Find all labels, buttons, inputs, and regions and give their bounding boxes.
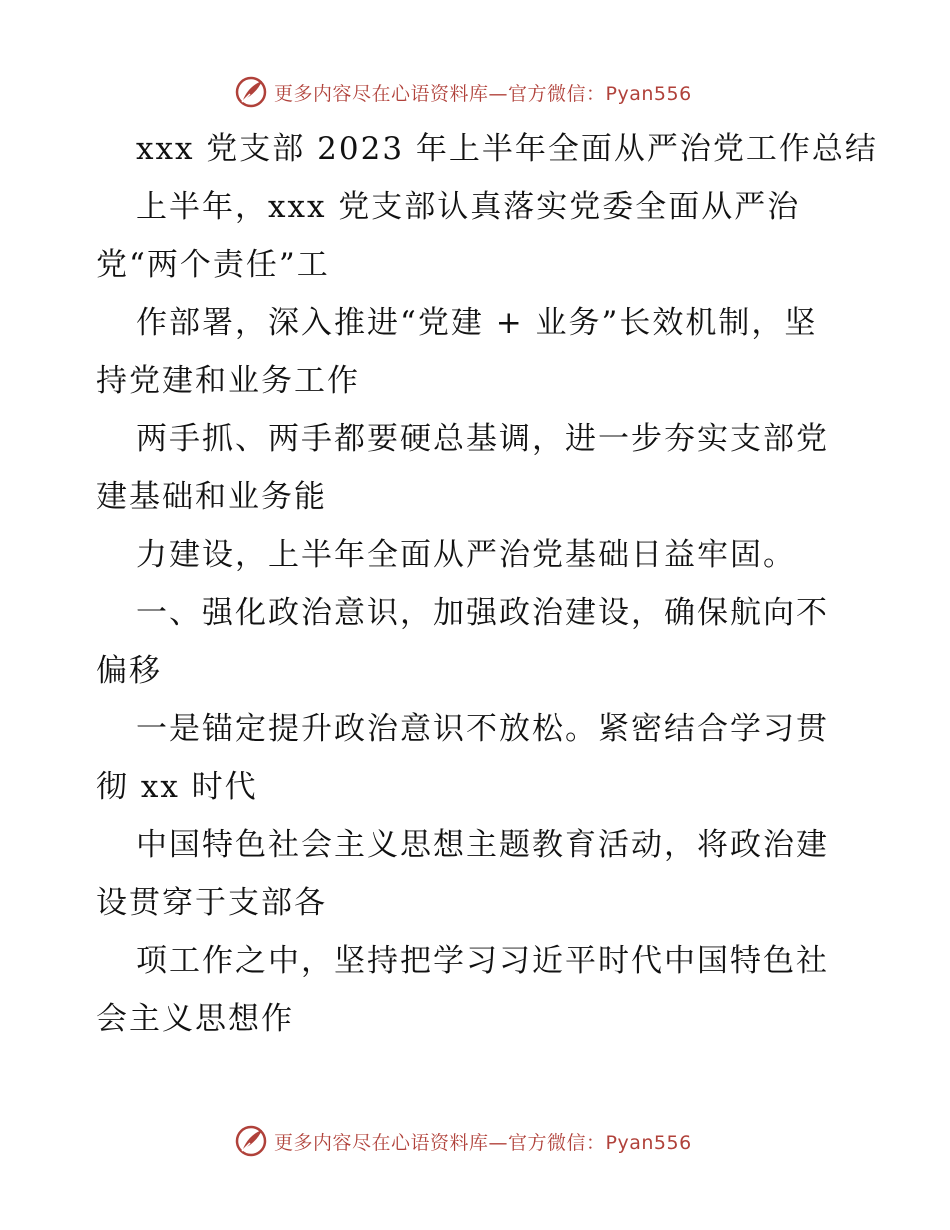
- paragraph-line: 彻 xx 时代: [96, 769, 258, 805]
- paragraph-line: 党“两个责任”工: [96, 247, 330, 283]
- feather-pen-logo-icon: [234, 75, 268, 109]
- paragraph-line: 上半年，xxx 党支部认真落实党委全面从严治: [136, 189, 801, 225]
- header-watermark: [0, 72, 950, 112]
- paragraph-line: 设贯穿于支部各: [96, 885, 327, 921]
- watermark-text: 更多内容尽在心语资料库—官方微信：Pyan556: [274, 82, 692, 105]
- paragraph-line: 会主义思想作: [96, 1001, 294, 1037]
- paragraph-line: 两手抓、两手都要硬总基调，进一步夯实支部党: [136, 421, 829, 457]
- paragraph-line: 项工作之中，坚持把学习习近平时代中国特色社: [136, 943, 829, 979]
- footer-watermark: [0, 1121, 950, 1161]
- paragraph-line: 力建设，上半年全面从严治党基础日益牢固。: [136, 537, 796, 573]
- section-heading: 一、强化政治意识，加强政治建设，确保航向不: [136, 595, 829, 631]
- paragraph-line: 一是锚定提升政治意识不放松。紧密结合学习贯: [136, 711, 829, 747]
- paragraph-line: 建基础和业务能: [96, 479, 327, 515]
- paragraph-line: 中国特色社会主义思想主题教育活动，将政治建: [136, 827, 829, 863]
- document-title: xxx 党支部 2023 年上半年全面从严治党工作总结: [136, 131, 878, 167]
- watermark-text: 更多内容尽在心语资料库—官方微信：Pyan556: [274, 1131, 692, 1154]
- paragraph-line: 持党建和业务工作: [96, 363, 360, 399]
- feather-pen-logo-icon: [234, 1124, 268, 1158]
- section-heading-continued: 偏移: [96, 653, 162, 689]
- paragraph-line: 作部署，深入推进“党建 + 业务”长效机制，坚: [136, 305, 818, 341]
